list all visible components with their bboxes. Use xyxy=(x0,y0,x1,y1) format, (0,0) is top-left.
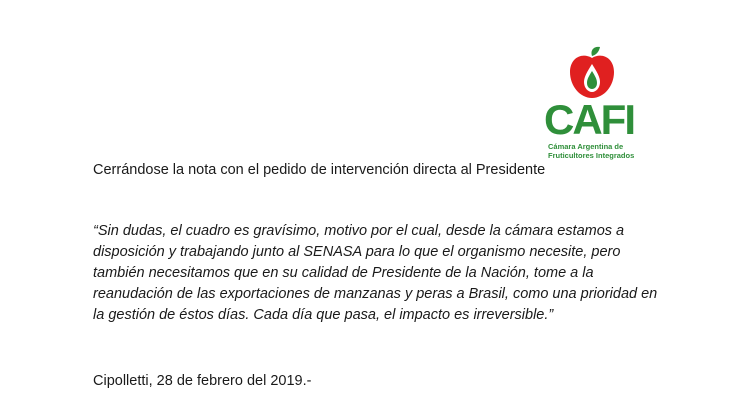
logo-caption-line: Cámara Argentina de xyxy=(548,142,624,151)
logo-caption-line: Fruticultores Integrados xyxy=(548,151,635,160)
quote-line: disposición y trabajando junto al SENASA para lo que el organismo necesite, pero xyxy=(93,244,621,260)
signoff-date: Cipolletti, 28 de febrero del 2019.- xyxy=(93,373,312,389)
apple-drop-icon xyxy=(566,46,618,102)
quote-line: “Sin dudas, el cuadro es gravísimo, motivo por el cual, desde la cámara estamos a xyxy=(93,223,625,239)
quote-line: también necesitamos que en su calidad de Presidente de la Nación, tome a la xyxy=(93,265,594,281)
intro-paragraph: Cerrándose la nota con el pedido de intervención directa al Presidente xyxy=(93,162,546,178)
cafi-logo xyxy=(542,46,642,164)
brand-name: CAFI xyxy=(544,96,634,142)
logo-caption xyxy=(548,142,648,160)
quote-line: reanudación de las exportaciones de manzanas y peras a Brasil, como una prioridad en xyxy=(93,286,658,302)
brand-wordmark xyxy=(542,96,642,142)
quote-line: la gestión de éstos días. Cada día que pasa, el impacto es irreversible.” xyxy=(93,307,554,323)
quote-paragraph xyxy=(93,221,693,326)
